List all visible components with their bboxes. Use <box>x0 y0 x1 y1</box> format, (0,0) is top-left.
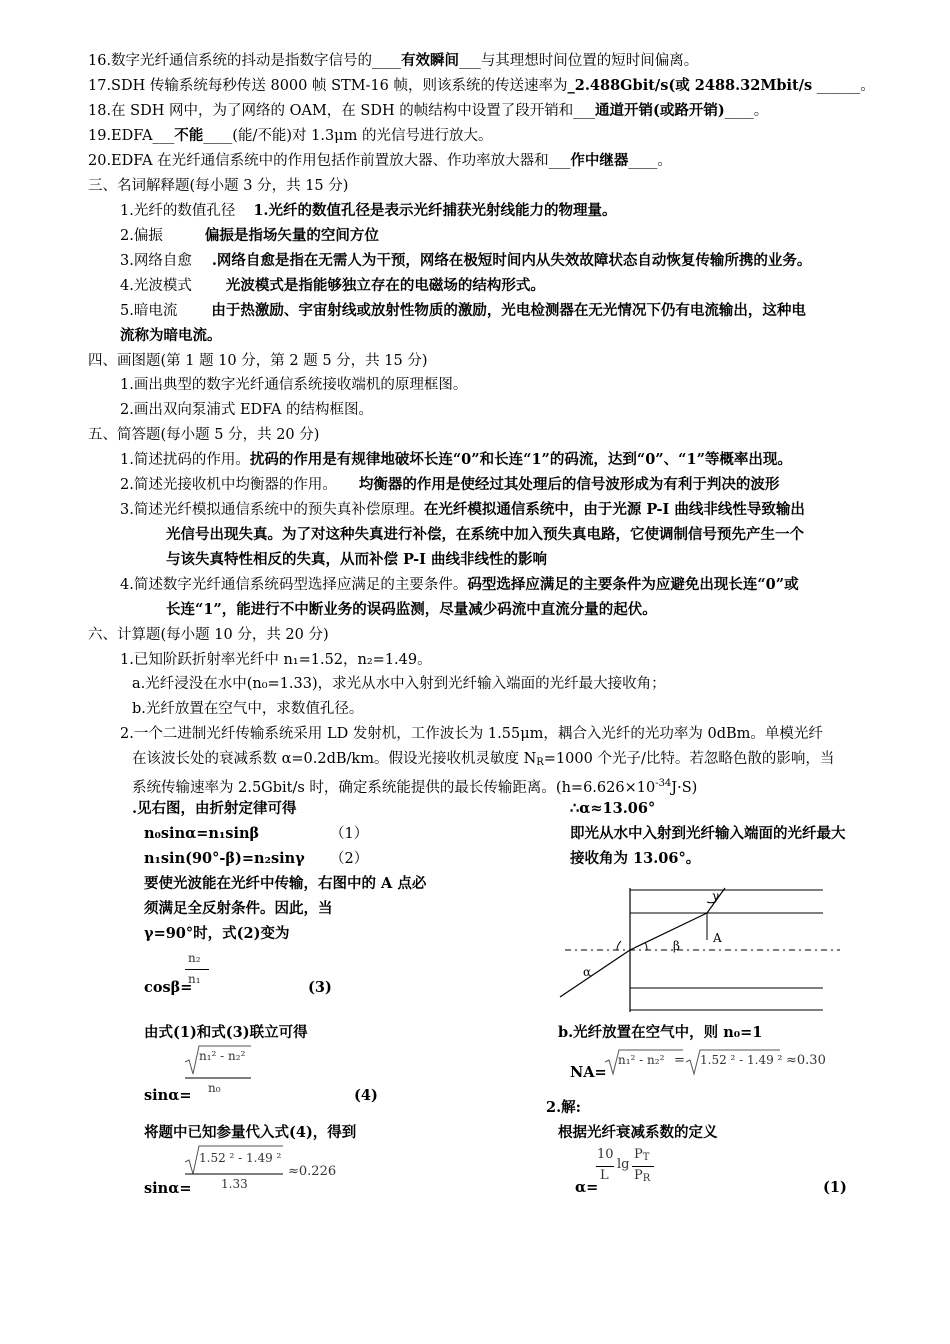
section3-title: 三、名词解释题(每小题 3 分，共 15 分) <box>88 178 349 194</box>
alpha-L: L <box>600 1168 609 1183</box>
s5-q1: 1.简述扰码的作用。扰码的作用是有规律地破坏长连“0”和长连“1”的码流，达到“0”、“1”等概率出现。 <box>120 451 792 468</box>
s3-item-5-cont: 流称为暗电流。 <box>120 327 222 344</box>
cos-num: n₂ <box>188 951 201 965</box>
sol-eq1: n₀sinα=n₁sinβ <box>144 825 260 842</box>
sol-l6: γ=90°时，式(2)变为 <box>144 925 290 942</box>
s3-item-5: 5.暗电流 由于热激励、宇宙射线或放射性物质的激励，光电检测器在无光情况下仍有电流输出，这种电 <box>120 302 806 319</box>
sol-eq2-num: （2） <box>330 851 369 867</box>
sin-den: n₀ <box>208 1081 221 1095</box>
s5-q3-cont2: 与该失真特性相反的失真，从而补偿 P-I 曲线非线性的影响 <box>166 551 548 568</box>
q19: 19.EDFA___不能____(能/不能)对 1.3μm 的光信号进行放大。 <box>88 127 493 144</box>
sol-s2: 2.解: <box>546 1099 581 1116</box>
na-res: ≈0.30 <box>786 1053 826 1068</box>
fiber-figure <box>555 880 845 1015</box>
sin-num: n₁² - n₂² <box>199 1049 246 1063</box>
s6-q2-l1: 2.一个二进制光纤传输系统采用 LD 发射机，工作波长为 1.55μm，耦合入光纤的光功率为 0dBm。单模光纤 <box>120 726 823 742</box>
eq3-num: (3) <box>308 979 332 996</box>
s3-item-4: 4.光波模式 光波模式是指能够独立存在的电磁场的结构形式。 <box>120 277 545 294</box>
alpha-label: α= <box>575 1179 599 1196</box>
alpha-PR: $P_R$ <box>634 1168 651 1184</box>
s3-item-3: 3.网络自愈 .网络自愈是指在无需人为干预，网络在极短时间内从失效故障状态自动恢复传输所携的业务。 <box>120 252 812 269</box>
alpha-lg: lg <box>617 1157 630 1172</box>
s5-q4: 4.简述数字光纤通信系统码型选择应满足的主要条件。码型选择应满足的主要条件为应避免出现长连“0”或 <box>120 576 799 593</box>
sol-l4: 要使光波能在光纤中传输，右图中的 A 点必 <box>144 875 427 892</box>
fig-beta: β <box>673 939 680 953</box>
na-label: NA= <box>570 1064 607 1081</box>
sin2-label: sinα= <box>144 1180 192 1197</box>
sol-l1: .见右图，由折射定律可得 <box>132 800 297 817</box>
sol-r1: ∴α≈13.06° <box>570 800 656 817</box>
na-eq: = <box>674 1053 685 1068</box>
s5-q3: 3.简述光纤模拟通信系统中的预失真补偿原理。在光纤模拟通信系统中，由于光源 P-I 曲线非线性导致输出 <box>120 501 805 518</box>
s5-q4-cont: 长连“1”，能进行不中断业务的误码监测，尽量减少码流中直流分量的起伏。 <box>166 601 657 618</box>
s6-q2-l2: 在该波长处的衰减系数 α=0.2dB/km。假设光接收机灵敏度 $N_R=1000$ 个光子/比特。若忽略色散的影响，当 <box>132 751 835 768</box>
sin2-num: 1.52 ² - 1.49 ² <box>199 1151 282 1165</box>
q16: 16.数字光纤通信系统的抖动是指数字信号的____有效瞬间___与其理想时间位置的短时间偏离。 <box>88 52 699 69</box>
sol-b-title: b.光纤放置在空气中，则 n₀=1 <box>558 1024 763 1041</box>
na-num: 1.52 ² - 1.49 ² <box>700 1053 783 1067</box>
s3-item-1: 1.光纤的数值孔径 1.光纤的数值孔径是表示光纤捕获光射线能力的物理量。 <box>120 202 617 219</box>
cos-bar <box>185 969 209 970</box>
sol-s2-l1: 根据光纤衰减系数的定义 <box>558 1124 718 1141</box>
s6-q2-l3: 系统传输速率为 2.5Gbit/s 时，确定系统能提供的最长传输距离。$(h=6.626\times 10^{-34}J\cdot S)$ <box>132 778 698 796</box>
fig-gamma: γ <box>712 889 720 903</box>
section4-title: 四、画图题(第 1 题 10 分，第 2 题 5 分，共 15 分) <box>88 353 428 369</box>
q17: 17.SDH 传输系统每秒传送 8000 帧 STM-16 帧，则该系统的传送速率为_2.488Gbit/s(或 2488.32Mbit/s ______。 <box>88 77 875 94</box>
sol-l5: 须满足全反射条件。因此，当 <box>144 900 333 917</box>
s6-q1b: b.光纤放置在空气中，求数值孔径。 <box>132 701 364 717</box>
s3-item-2: 2.偏振 偏振是指场矢量的空间方位 <box>120 227 379 244</box>
alpha-bar2 <box>632 1166 654 1167</box>
eq4-num: (4) <box>354 1087 378 1104</box>
section5-title: 五、简答题(每小题 5 分，共 20 分) <box>88 427 320 443</box>
sol-l7: 由式(1)和式(3)联立可得 <box>144 1024 308 1041</box>
sin-label: sinα= <box>144 1087 192 1104</box>
cos-label: cosβ= <box>144 979 193 996</box>
sin2-res: ≈0.226 <box>288 1164 337 1179</box>
sol-r2: 即光从水中入射到光纤输入端面的光纤最大 <box>570 825 846 842</box>
sol-eq2: n₁sin(90°-β)=n₂sinγ <box>144 850 305 867</box>
na-expr: n₁² - n₂² <box>618 1053 665 1067</box>
s4-item-2: 2.画出双向泵浦式 EDFA 的结构框图。 <box>120 402 374 418</box>
section6-title: 六、计算题(每小题 10 分，共 20 分) <box>88 627 329 643</box>
cos-den: n₁ <box>188 972 201 986</box>
fig-alpha: α <box>583 965 592 979</box>
s5-q3-cont1: 光信号出现失真。为了对这种失真进行补偿，在系统中加入预失真电路，它使调制信号预先产生一个 <box>166 526 804 543</box>
sol-l8: 将题中已知参量代入式(4)，得到 <box>144 1124 357 1141</box>
s6-q1: 1.已知阶跃折射率光纤中 n₁=1.52，n₂=1.49。 <box>120 652 432 668</box>
s4-item-1: 1.画出典型的数字光纤通信系统接收端机的原理框图。 <box>120 377 468 393</box>
alpha-PT: $P_T$ <box>634 1147 650 1163</box>
sol-eq1-num: （1） <box>330 826 369 842</box>
q18: 18.在 SDH 网中，为了网络的 OAM，在 SDH 的帧结构中设置了段开销和___通道开销(或路开销)____。 <box>88 102 769 119</box>
sin2-den: 1.33 <box>221 1177 248 1191</box>
alpha-bar1 <box>596 1166 614 1167</box>
s5-q2: 2.简述光接收机中均衡器的作用。 均衡器的作用是使经过其处理后的信号波形成为有利于判决的波形 <box>120 476 780 493</box>
alpha-10: 10 <box>597 1147 614 1162</box>
s6-q1a: a.光纤浸没在水中(n₀=1.33)，求光从水中入射到光纤输入端面的光纤最大接收角； <box>132 676 666 692</box>
alpha-eq-num: (1) <box>823 1179 847 1196</box>
q20: 20.EDFA 在光纤通信系统中的作用包括作前置放大器、作功率放大器和___作中继器____。 <box>88 152 672 169</box>
sol-r3: 接收角为 13.06°。 <box>570 850 701 867</box>
fig-A: A <box>713 931 722 945</box>
